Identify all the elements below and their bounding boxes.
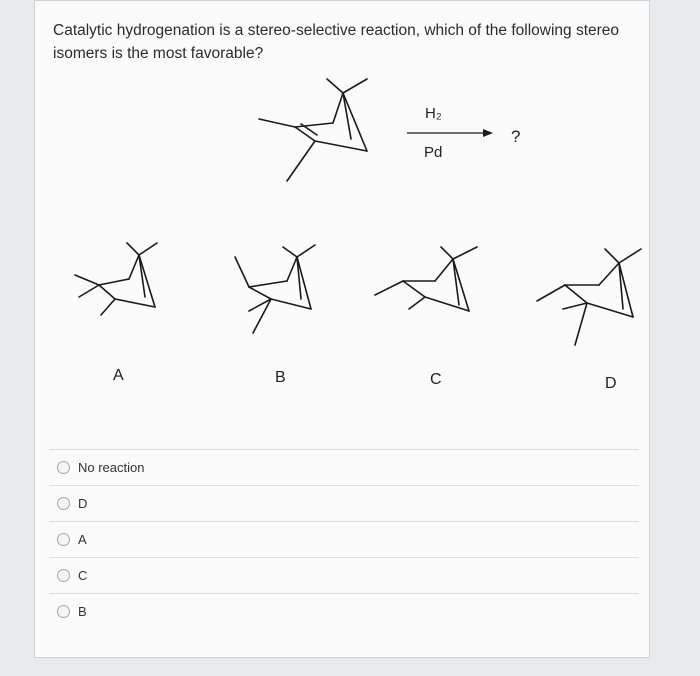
- choice-label: A: [78, 532, 87, 547]
- isomer-c-structure: [373, 245, 481, 317]
- choice-label: D: [78, 496, 88, 511]
- choice-d[interactable]: [49, 485, 639, 521]
- radio-button[interactable]: [57, 497, 70, 510]
- question-text: Catalytic hydrogenation is a stereo-selective reaction, which of the following stereo isomers is the most favorable?: [53, 22, 620, 62]
- radio-button[interactable]: [57, 461, 70, 474]
- choice-a[interactable]: [49, 521, 639, 557]
- choice-label: No reaction: [78, 460, 145, 475]
- choice-no-reaction[interactable]: [49, 449, 639, 485]
- isomer-c-label: C: [430, 371, 442, 388]
- isomer-a-label: A: [113, 367, 124, 384]
- reagent-pd: Pd: [424, 144, 443, 161]
- answer-choices: [49, 449, 639, 629]
- reagent-h2: H₂: [425, 105, 442, 122]
- choice-b[interactable]: [49, 593, 639, 629]
- starting-material-structure: [255, 73, 405, 188]
- product-unknown: ?: [511, 127, 521, 146]
- radio-button[interactable]: [57, 605, 70, 618]
- radio-button[interactable]: [57, 533, 70, 546]
- radio-button[interactable]: [57, 569, 70, 582]
- isomer-b-label: B: [275, 369, 286, 386]
- reaction-arrow: [405, 127, 495, 139]
- isomer-d-structure: [535, 245, 645, 349]
- choice-label: B: [78, 604, 87, 619]
- question-card: [34, 0, 650, 658]
- isomer-b-structure: [231, 241, 323, 337]
- choice-label: C: [78, 568, 88, 583]
- choice-c[interactable]: [49, 557, 639, 593]
- isomer-d-label: D: [605, 375, 617, 392]
- isomer-a-structure: [73, 239, 165, 315]
